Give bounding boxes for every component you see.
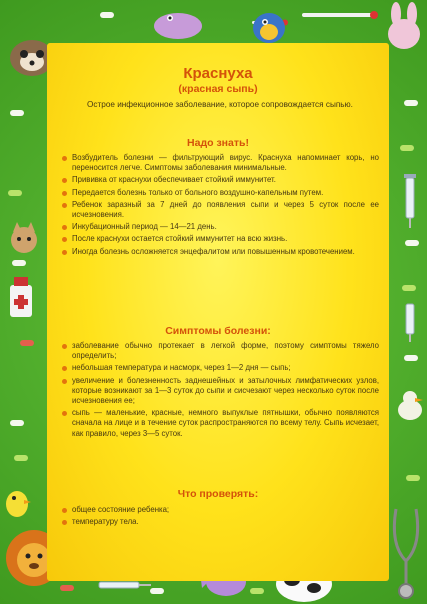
list-item: Возбудитель болезни — фильтрующий вирус. Краснуха напоминает корь, но переносится легче. Симптомы заболевания минимальные. — [61, 153, 379, 173]
pill-icon — [100, 12, 114, 18]
duck-icon — [396, 388, 424, 422]
syringe-icon — [398, 300, 422, 342]
hippo-icon — [150, 6, 206, 40]
pill-icon — [10, 420, 24, 426]
list-item: Иногда болезнь осложняется энцефалитом или повышенным кровотечением. — [61, 247, 379, 257]
intro-text: Острое инфекционное заболевание, которое сопровождается сыпью. — [87, 100, 353, 109]
pill-icon — [404, 355, 418, 361]
info-card — [47, 43, 389, 581]
stethoscope-icon — [386, 505, 426, 601]
pill-icon — [402, 285, 416, 291]
pill-icon — [406, 475, 420, 481]
pill-icon — [20, 340, 34, 346]
know-list — [61, 153, 379, 259]
list-item: сыпь — маленькие, красные, немного выпуклые пятнышки, обычно появляются сначала на лице и в течение суток распространяются по всему телу. Сыпь исчезает, как правило, через 3—5 суток. — [61, 408, 379, 439]
list-item: заболевание обычно протекает в легкой форме, поэтому симптомы тяжело определить; — [61, 341, 379, 361]
syringe-icon — [398, 170, 422, 230]
section-heading-know: Надо знать! — [187, 137, 249, 149]
pill-icon — [8, 190, 22, 196]
pill-icon — [14, 455, 28, 461]
page-title: Краснуха — [183, 65, 253, 82]
pill-icon — [250, 588, 264, 594]
pill-icon — [10, 110, 24, 116]
section-heading-symptoms: Симптомы болезни: — [165, 325, 271, 337]
pill-icon — [12, 260, 26, 266]
pill-icon — [400, 145, 414, 151]
symptoms-list — [61, 341, 379, 441]
list-item: Ребенок заразный за 7 дней до появления сыпи и через 5 суток после ее исчезновения. — [61, 200, 379, 220]
list-item: Передается болезнь только от больного воздушно-капельным путем. — [61, 188, 379, 198]
pill-icon — [405, 240, 419, 246]
parrot-icon — [245, 6, 293, 46]
list-item: После краснухи остается стойкий иммунитет на всю жизнь. — [61, 234, 379, 244]
thermometer-icon — [300, 8, 380, 22]
list-item: увеличение и болезненность заднешейных и затылочных лимфатических узлов, которые возникают за 1—3 суток до сыпи и сисчезают через несколько суток после исчезновения ее; — [61, 376, 379, 407]
bird-icon — [2, 480, 32, 520]
list-item: общее состояние ребенка; — [61, 505, 379, 515]
list-item: небольшая температура и насморк, через 1—2 дня — сыпь; — [61, 363, 379, 373]
list-item: температуру тела. — [61, 517, 379, 527]
cat-icon — [6, 220, 42, 256]
check-list — [61, 505, 379, 529]
list-item: Инкубационный период — 14—21 день. — [61, 222, 379, 232]
pill-icon — [404, 100, 418, 106]
page-subtitle: (красная сыпь) — [178, 83, 258, 95]
list-item: Прививка от краснухи обеспечивает стойкий иммунитет. — [61, 175, 379, 185]
section-heading-check: Что проверять: — [177, 488, 259, 500]
medicine-bottle-icon — [6, 275, 36, 319]
